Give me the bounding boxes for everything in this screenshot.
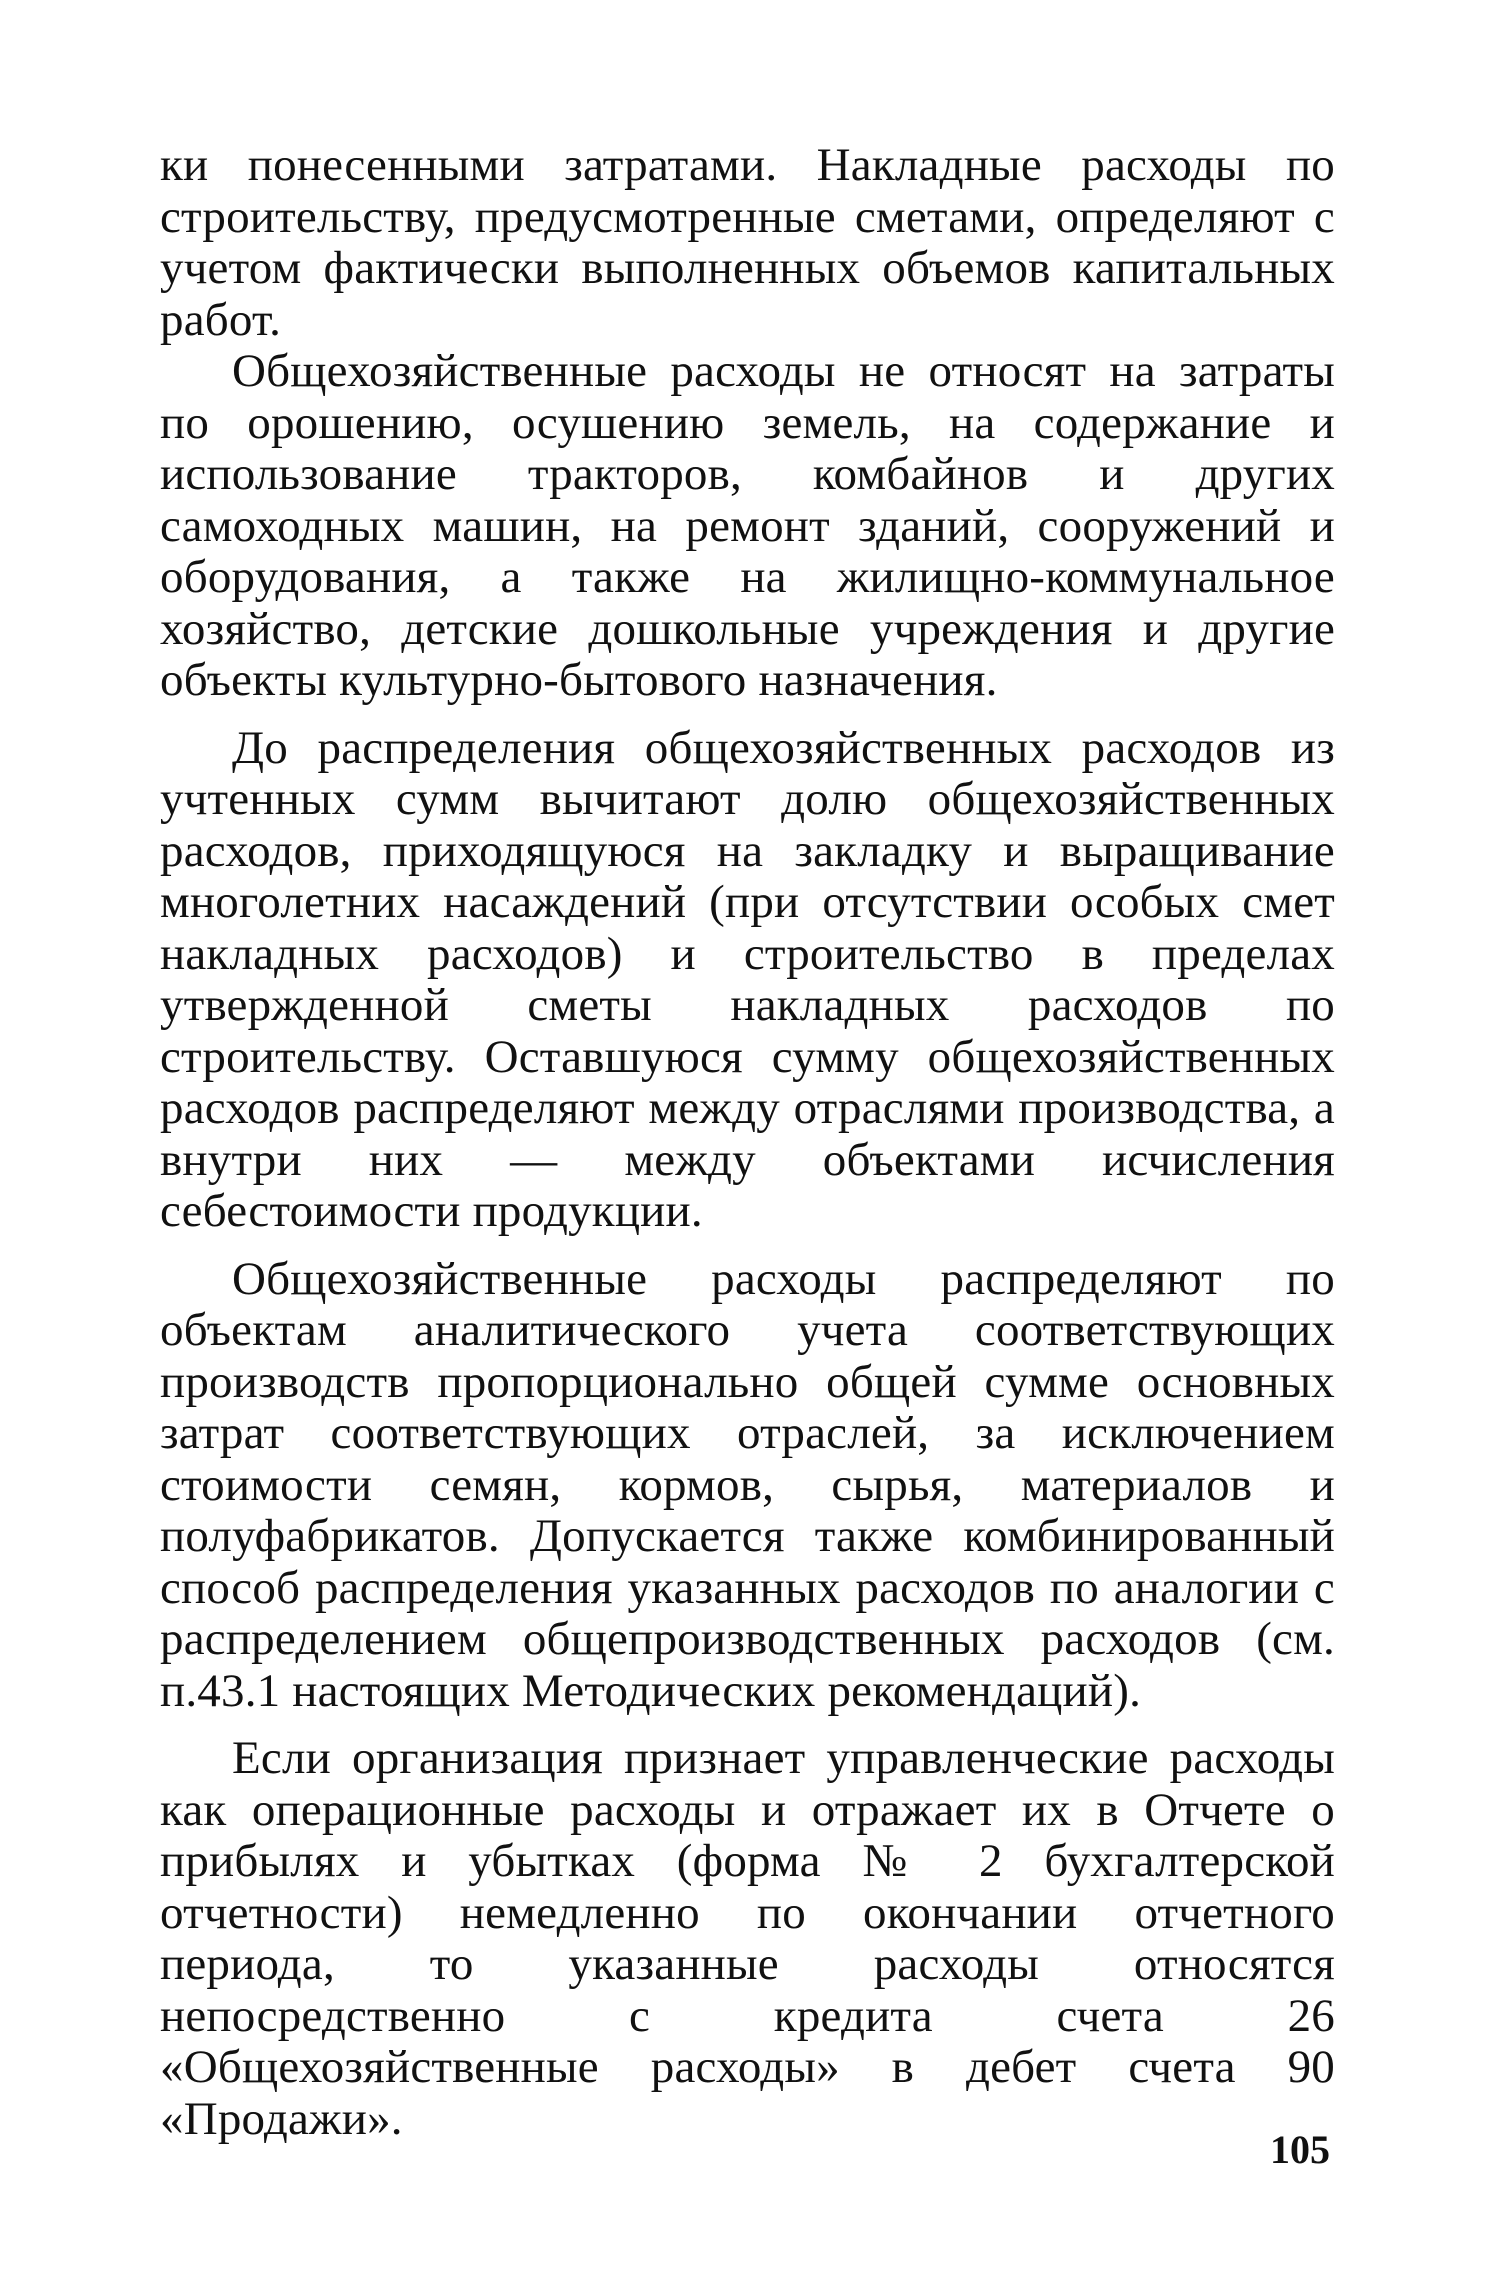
paragraph-deductions: До распределения общехозяйственных расходов из учтенных сумм вычитают долю общехозяйственных расходов, приходящуюся на закладку и выращивание многолетних насаждений (при отсутствии особых смет накладных расходов) и строительство в пределах утвержденной сметы накладных расходов по строительству. Оставшуюся сумму общехозяйственных расходов распределяют между отраслями производства, а внутри них — между объектами исчисления себестоимости продукции. <box>160 721 1335 1237</box>
paragraph-continuation: ки понесенными затратами. Накладные расходы по строительству, предусмотренные сметами, определяют с учетом фактически выполненных объемов капитальных работ. <box>160 139 1335 346</box>
page-body <box>160 140 1335 2145</box>
page-number: 105 <box>1270 2127 1330 2172</box>
paragraph-excluded-expenses: Общехозяйственные расходы не относят на затраты по орошению, осушению земель, на содержание и использование тракторов, комбайнов и других самоходных машин, на ремонт зданий, сооружений и оборудования, а также на жилищно-коммунальное хозяйство, детские дошкольные учреждения и другие объекты культурно-бытового назначения. <box>160 345 1335 706</box>
paragraph-distribution: Общехозяйственные расходы распределяют по объектам аналитического учета соответствующих производств пропорционально общей сумме основных затрат соответствующих отраслей, за исключением стоимости семян, кормов, сырья, материалов и полуфабрикатов. Допускается также комбинированный способ распределения указанных расходов по аналогии с распределением общепроизводственных расходов (см. п.43.1 настоящих Методических рекомендаций). <box>160 1252 1335 1717</box>
paragraph-operating-expenses: Если организация признает управленческие расходы как операционные расходы и отражает их в Отчете о прибылях и убытках (форма № 2 бухгалтерской отчетности) немедленно по окончании отчетного периода, то указанные расходы относятся непосредственно с кредита счета 26 «Общехозяйственные расходы» в дебет счета 90 «Продажи». <box>160 1732 1335 2145</box>
